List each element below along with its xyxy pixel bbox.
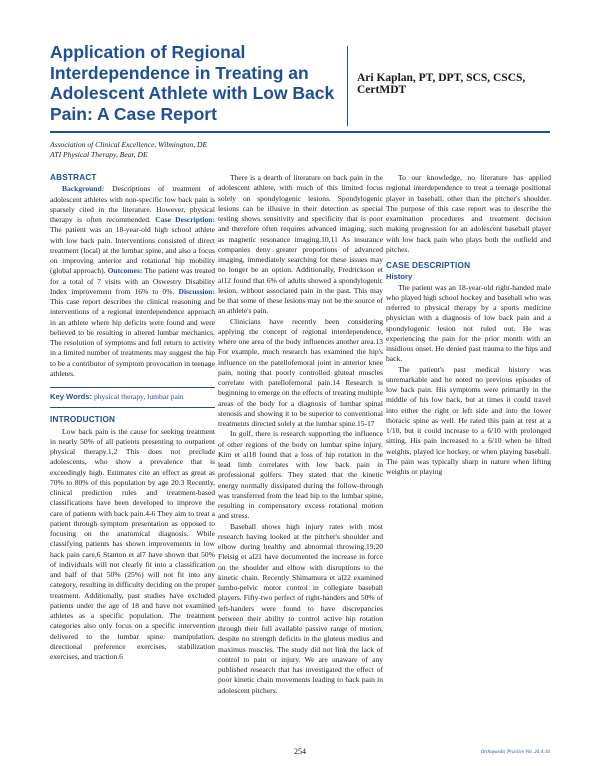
keywords (50, 387, 215, 408)
history-subheading: History (386, 272, 413, 282)
abstract-discussion-label: Discussion: (178, 286, 215, 296)
header-rule (50, 131, 550, 133)
column-1 (50, 173, 215, 662)
body-paragraph: There is a dearth of literature on back pain in the adolescent athlete, with much of this limited focus solely on spondylogenic lesions. Spondylogenic lesions can be illusive in their detection as special testing shows sensitivity and specificity that is poor and therefore often requires advanced imaging, such as magnetic resonance imaging.10,11 As insurance companies deny greater proportions of advanced imaging, immediately searching for these issues may no longer be an option. Additionally, Fredrickson et al12 found that 6% of adults showed a spondylogenic lesion, without associated pain in the past. This may be that some of these lesions may not be the source of an athlete's pain. (218, 173, 383, 316)
body-paragraph: Baseball shows high injury rates with most research having looked at the pitcher's shoulder and elbow during healthy and abnormal throwing.19,20 Fleisig et al21 have documented the increase in force on the shoulder and elbow with disruptions to the kinetic chain. Recently Shimamura et al22 examined lumbo-pelvic motor control in collegiate baseball players. Fifty-two perfect of right-handers and 50% of left-handers were found to have discrepancies between their ability to control active hip rotation through their full available passive range of motion, despite no strength deficits in the gluteus medius and maximus muscles. The study did not link the lack of control to pain or injury. We are unaware of any published research that has investigated the effect of poor kinetic chain movements leading to back pain in adolescent pitchers. (218, 521, 383, 695)
column-3 (386, 173, 551, 477)
abstract-outcomes-text: The patient was treated for a total of 7 visits with an Oswestry Disability Index improvement from 16% to 0%. (50, 266, 215, 296)
abstract-case-text: The patient was an 18-year-old high school athlete with low back pain. Interventions consisted of direct treatment (local) at the lumbar spine, and also a focus on improving anterior and rotational hip mobility (global approach). (50, 225, 215, 276)
abstract-discussion-text: This case report describes the clinical reasoning and interventions of a regional interdependence approach in an athlete where hip deficits were found and were believed to be resulting in altered lumbar mechanics. The resolution of symptoms and full return to activity in a limited number of treatments may suggest the hip to be a contributor of symptom provocation in teenage athletes. (50, 297, 215, 378)
column-2 (218, 173, 383, 696)
affiliation-line: ATI Physical Therapy, Bear, DE (50, 150, 148, 159)
body-paragraph: Low back pain is the cause for seeking treatment in nearly 50% of all patients presenting to outpatient physical therapy.1,2 This does not preclude adolescents, who show a prevalence that is exceedingly high. Estimates cite an effect as great as 70% to 80% of this population by age 20.3 Recently, clinical prediction rules and treatment-based classifications have been developed to improve the care of patients with back pain.4-6 They aim to treat a patient through symptom presentation as opposed to focusing on the anatomical diagnosis. While classifying patients has shown improvements in low back pain care,6 Stanton et al7 have shown that 50% of individuals will not clearly fit into a classification and half of that 50% (25%) will not fit into any category, resulting in difficulty deciding on the proper treatment. Additionally, past studies have excluded patients under the age of 18 and have not examined athletes as a specific population. The treatment categories also only focus on a specific intervention delivered to the lumbar spine: manipulation, directional preference exercises, stabilization exercises, and traction.6 (50, 426, 215, 661)
article-title: Application of Regional Interdependence in Treating an Adolescent Athlete with Low Back Pain: A Case Report (50, 42, 335, 124)
author-name: Ari Kaplan, PT, DPT, SCS, CSCS, CertMDT (357, 72, 526, 96)
introduction-heading: INTRODUCTION (50, 415, 116, 425)
abstract-heading: ABSTRACT (50, 173, 97, 182)
affiliations (50, 140, 450, 160)
affiliation-line: Association of Clinical Excellence, Wilmington, DE (50, 140, 208, 149)
body-paragraph: The patient's past medical history was unremarkable and he noted no previous episodes of low back pain. His symptoms were primarily in the middle of his low back, but at times it could travel into either the right or left side and into the lower thoracic spine as well. He rated this pain at rest at a 1/10, but it could increase to a 6/10 with prolonged sitting. His pain increased to a 6/10 when he lifted weights, played ice hockey, or when playing baseball. The pain was typically sharp in nature when lifting weights or playing (386, 364, 551, 476)
journal-citation: Orthopaedic Practice Vol. 26;4:16 (480, 750, 550, 755)
abstract-background-label: Background: (62, 184, 105, 194)
case-description-heading: CASE DESCRIPTION (386, 261, 471, 270)
abstract-outcomes-label: Outcomes: (107, 266, 143, 276)
keywords-text: physical therapy, lumbar pain (92, 392, 184, 401)
abstract-background-text: Descriptions of treatment of adolescent athletes with non-specific low back pain is sparsely cited in the literature. However, physical therapy is often recommended. (50, 184, 215, 224)
abstract-case-label: Case Description: (155, 215, 215, 224)
page-number: 254 (294, 747, 306, 756)
title-divider (347, 46, 348, 126)
body-paragraph: Clinicians have recently been considering applying the concept of regional interdependence, where one area of the body influences another area.13 For example, much research has examined the hip's influence on the patellofemoral joint in anterior knee pain, noting that poorly controlled gluteal muscles correlate with patellofemoral pain.14 Research is beginning to emerge on the effects of treating multiple areas of the body for a diagnosis of lumbar spinal stenosis and showing it to be superior to conventional treatments directed solely at the lumbar spine.15-17 (218, 316, 383, 428)
keywords-label: Key Words: (50, 392, 93, 401)
body-paragraph: In golf, there is research supporting the influence of other regions of the body on lumbar spine injury. Kim et al18 found that a loss of hip rotation in the lead limb correlates with low back pain in professional golfers. They stated that the kinetic energy normally dissipated during the follow-through was transferred from the lead hip to the lumbar spine, resulting in compensatory excess rotational motion and stress. (218, 429, 383, 521)
abstract-text (50, 184, 215, 379)
body-paragraph: The patient was an 18-year-old right-handed male who played high school hockey and baseball who was referred to physical therapy by a sports medicine physician with a diagnosis of low back pain and a spondylogenic lesion not ruled out. He was experiencing the pain for the prior month with an insidious onset. He denied past trauma to the hips and back. (386, 282, 551, 364)
body-paragraph: To our knowledge, no literature has applied regional interdependence to treat a teenage positional player in baseball, other than the pitcher's shoulder. The purpose of this case report was to describe the examination procedures and treatment decision making progression for an adolescent baseball player with low back pain who plays both the outfield and pitches. (386, 173, 551, 254)
